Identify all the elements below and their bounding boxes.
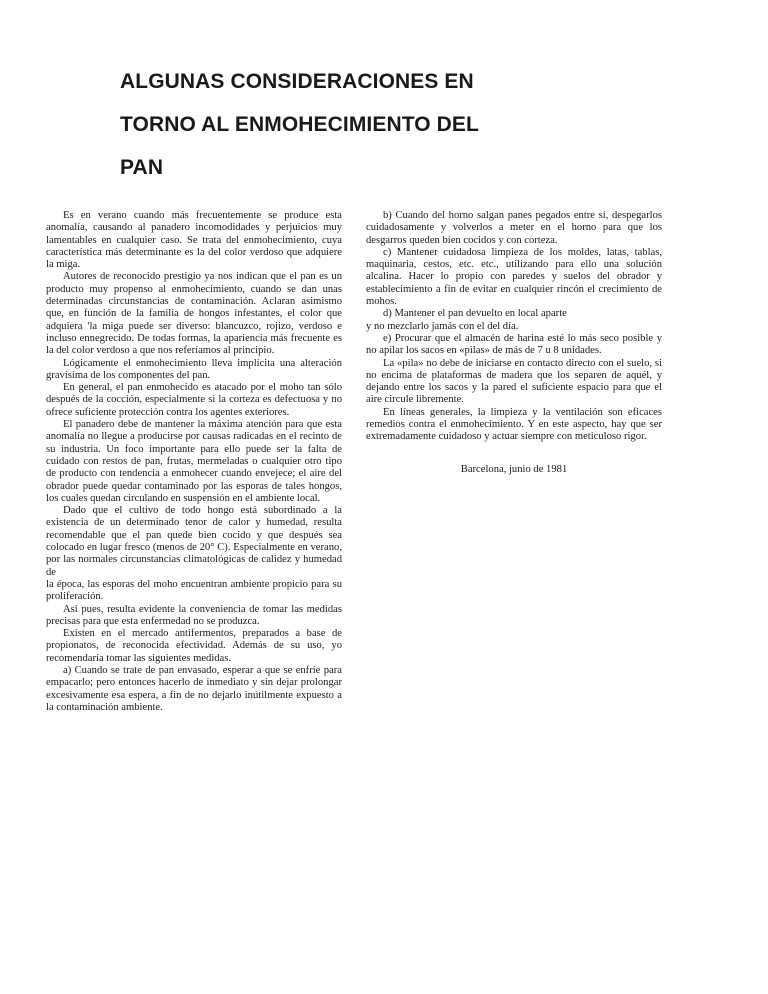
paragraph: En general, el pan enmohecido es atacado por el moho tan sólo después de la cocción, especialmente si la corteza es defectuosa y no ofrece suficiente protección contra los agentes exteriores. xyxy=(46,382,342,418)
paragraph: Autores de reconocido prestigio ya nos indican que el pan es un producto muy propenso al enmohecimiento, cuando se dan unas determinadas circunstancias de contaminación. Aclaran asimismo que, en función de la familia de hongos infestantes, el color que adquiera 'la miga puede ser diverso: blancuzco, rojizo, verdoso e incluso ennegrecido. De todas formas, la apariencia más frecuente es la del color verdoso a que nos referíamos al principio. xyxy=(46,271,342,357)
paragraph: Lógicamente el enmohecimiento lleva implícita una alteración gravísima de los componentes del pan. xyxy=(46,357,342,381)
title-line: ALGUNAS CONSIDERACIONES EN xyxy=(120,70,474,93)
paragraph: b) Cuando del horno salgan panes pegados entre sí, despegarlos cuidadosamente y volverlos a meter en el horno para que los desgarros queden bien cocidos y con corteza. xyxy=(366,210,662,246)
paragraph: Dado que el cultivo de todo hongo está subordinado a la existencia de un determinado tenor de calor y humedad, resulta recomendable que el pan quede bien cocido y que después sea colocado en lugar fresco (menos de 20° C). Especialmente en verano, por las normales circunstancias climatológicas de calidez y humedad de xyxy=(46,505,342,578)
paragraph: c) Mantener cuidadosa limpieza de los moldes, latas, tablas, maquinaria, cestos, etc. etc., utilizando para ello una solución alcalina. Hacer lo propio con paredes y suelos del obrador y establecimiento a fin de evitar en cualquier rincón el crecimiento de mohos. xyxy=(366,246,662,308)
left-column xyxy=(46,210,342,714)
title-line: PAN xyxy=(120,156,164,179)
paragraph: Es en verano cuando más frecuentemente se produce esta anomalía, causando al panadero incomodidades y perjuicios muy lamentables en cualquier caso. Se trata del enmohecimiento, cuya característica más determinante es la del color verdoso que adquiere la miga. xyxy=(46,210,342,271)
title-line: TORNO AL ENMOHECIMIENTO DEL xyxy=(120,113,479,136)
paragraph: En líneas generales, la limpieza y la ventilación son eficaces remedios contra el enmohecimiento. Y en este aspecto, hay que ser extremadamente cuidadoso y actuar siempre con meticuloso rigor. xyxy=(366,406,662,443)
paragraph: la época, las esporas del moho encuentran ambiente propicio para su proliferación. xyxy=(46,578,342,603)
paragraph: d) Mantener el pan devuelto en local aparte xyxy=(383,308,567,320)
paragraph: La «pila» no debe de iniciarse en contacto directo con el suelo, si no encima de plataformas de madera que los separen de aquél, y dejando entre los sacos y la pared el suficiente espacio para que el aire circule libremente. xyxy=(366,357,662,406)
article-title xyxy=(120,60,540,189)
paragraph: El panadero debe de mantener la máxima atención para que esta anomalía no llegue a producirse por causas radicadas en el recinto de su industria. Un foco importante para ello puede ser la falta de cuidado con restos de pan, frutas, mermeladas o cualquier otro tipo de producto con tendencia a enmohecer cuando envejece; el aire del obrador puede quedar contaminado por las esporas de tales hongos, los cuales quedan circulando en suspensión en el ambiente local. xyxy=(46,419,342,504)
right-column xyxy=(366,210,662,476)
paragraph: e) Procurar que el almacén de harina esté lo más seco posible y no apilar los sacos en «pilas» de más de 7 u 8 unidades. xyxy=(366,332,662,357)
signature: Barcelona, junio de 1981 xyxy=(460,463,568,475)
paragraph: y no mezclarlo jamás con el del día. xyxy=(366,320,519,332)
paragraph: a) Cuando se trate de pan envasado, esperar a que se enfríe para empacarlo; pero entonces hacerlo de inmediato y sin dejar prolongar excesivamente esa espera, a fin de no dejarlo inútilmente expuesto a la contaminación ambiente. xyxy=(46,664,342,713)
paragraph: Existen en el mercado antifermentos, preparados a base de propionatos, de reconocida efectividad. Además de su uso, yo recomendaría tomar las siguientes medidas. xyxy=(46,628,342,664)
paragraph: Así pues, resulta evidente la conveniencia de tomar las medidas precisas para que esta enfermedad no se produzca. xyxy=(46,603,342,627)
